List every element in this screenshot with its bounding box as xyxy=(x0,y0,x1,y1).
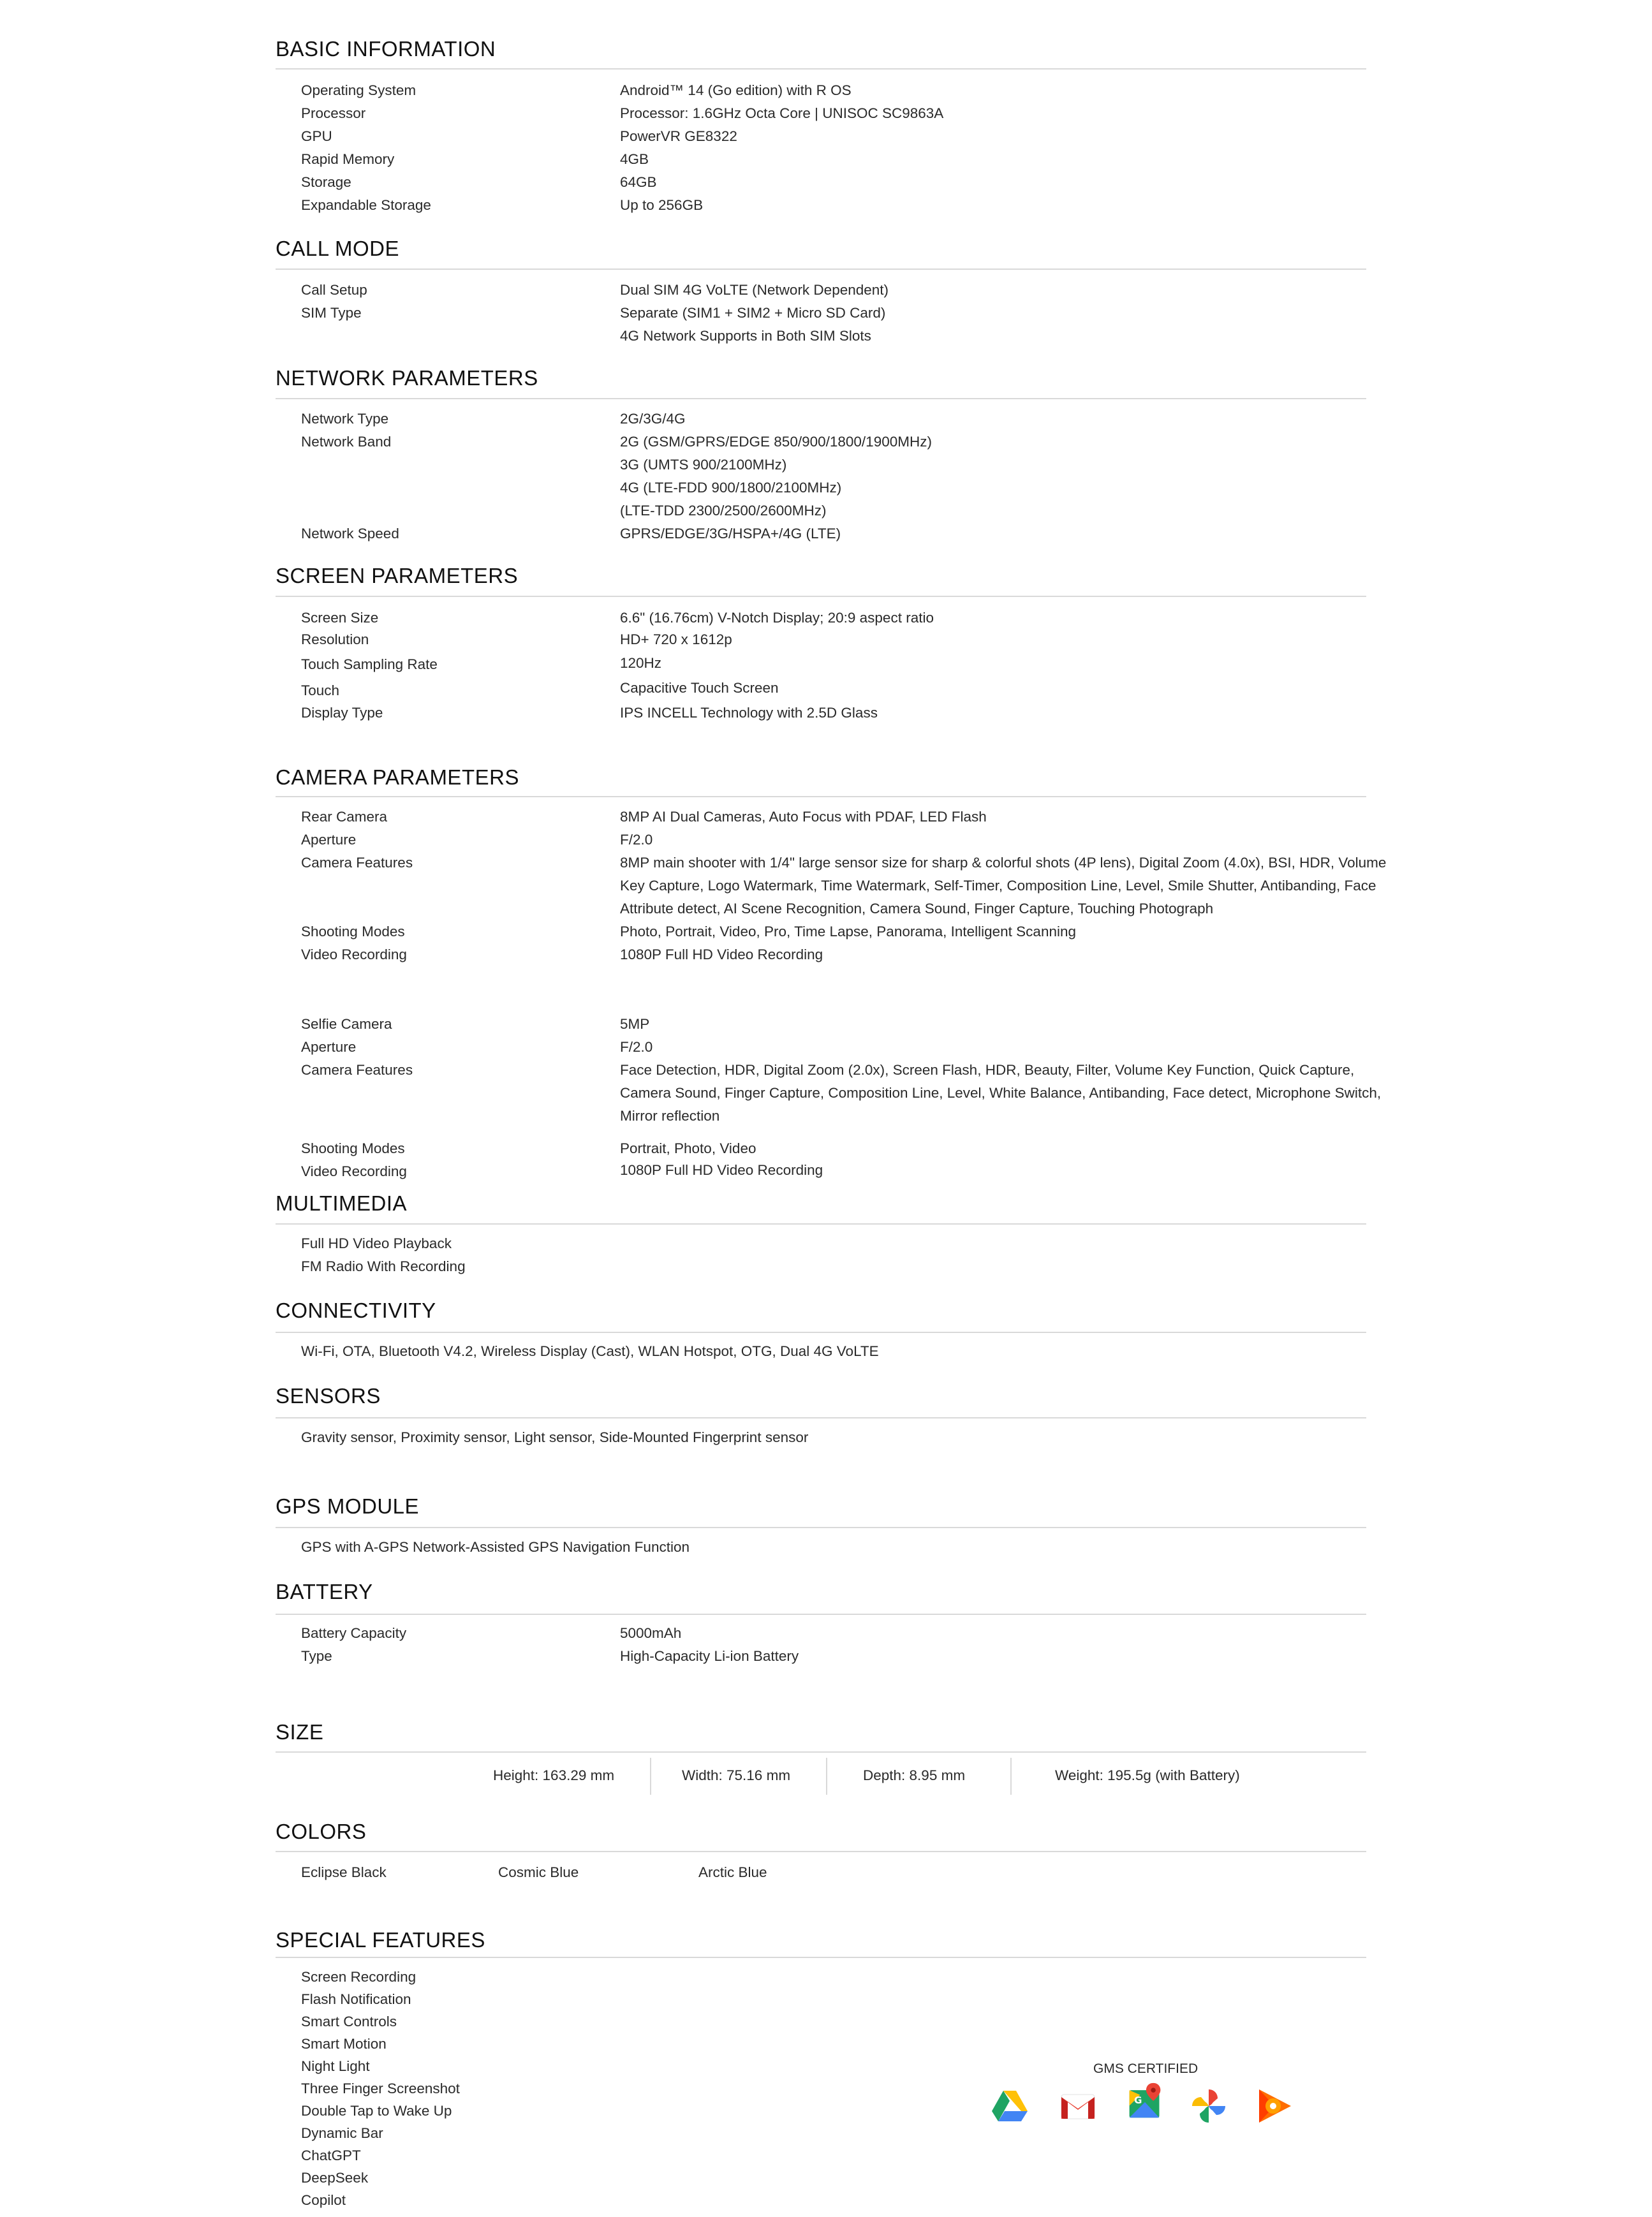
google-play-music-icon xyxy=(1255,2087,1294,2125)
size-height: Height: 163.29 mm xyxy=(493,1767,615,1783)
size-divider xyxy=(826,1758,827,1795)
spec-value: 1080P Full HD Video Recording xyxy=(620,946,823,962)
spec-value: 4GB xyxy=(620,151,649,167)
section-divider xyxy=(276,596,1366,597)
section-divider xyxy=(276,796,1366,797)
spec-label: Rapid Memory xyxy=(301,151,395,167)
color-option-arctic-blue: Arctic Blue xyxy=(698,1864,767,1880)
spec-value: Processor: 1.6GHz Octa Core | UNISOC SC9863A xyxy=(620,105,944,121)
spec-label: Display Type xyxy=(301,705,383,721)
section-divider xyxy=(276,1957,1366,1958)
spec-label: SIM Type xyxy=(301,305,362,321)
spec-label: Storage xyxy=(301,174,351,190)
spec-value: 8MP main shooter with 1/4" large sensor size for sharp & colorful shots (4P lens), Digital Zoom (4.0x), BSI, HDR, Volume Key Capture, Logo Watermark, Time Watermark, Self-Timer, Composition Line, Level, Smile Shutter, Antibanding, Face Attribute detect, AI Scene Recognition, Camera Sound, Finger Capture, Touching Photograph xyxy=(620,855,1387,917)
spec-value: Up to 256GB xyxy=(620,197,704,213)
spec-value: 3G (UMTS 900/2100MHz) xyxy=(620,457,787,473)
spec-value: 64GB xyxy=(620,174,657,190)
list-item: Full HD Video Playback xyxy=(301,1235,452,1251)
spec-value: 5MP xyxy=(620,1016,650,1032)
section-title-battery: BATTERY xyxy=(276,1580,373,1603)
sensors-text: Gravity sensor, Proximity sensor, Light sensor, Side-Mounted Fingerprint sensor xyxy=(301,1429,809,1445)
color-option-eclipse-black: Eclipse Black xyxy=(301,1864,387,1880)
section-title-size: SIZE xyxy=(276,1720,324,1744)
spec-label: Camera Features xyxy=(301,1062,413,1078)
gmail-icon xyxy=(1059,2087,1097,2125)
section-title-gps-module: GPS MODULE xyxy=(276,1494,420,1518)
spec-label: Expandable Storage xyxy=(301,197,431,213)
section-divider xyxy=(276,1851,1366,1852)
section-title-connectivity: CONNECTIVITY xyxy=(276,1299,436,1322)
list-item: DeepSeek xyxy=(301,2170,369,2186)
list-item: Double Tap to Wake Up xyxy=(301,2103,452,2119)
spec-label: Touch xyxy=(301,682,340,698)
spec-value: 2G/3G/4G xyxy=(620,411,686,427)
gms-certified-label: GMS CERTIFIED xyxy=(1093,2061,1198,2076)
section-divider xyxy=(276,269,1366,270)
spec-value: Photo, Portrait, Video, Pro, Time Lapse, Panorama, Intelligent Scanning xyxy=(620,924,1077,939)
spec-label: Call Setup xyxy=(301,282,367,298)
spec-value: High-Capacity Li-ion Battery xyxy=(620,1648,799,1664)
spec-label: Aperture xyxy=(301,832,357,848)
section-divider xyxy=(276,1527,1366,1528)
list-item: Screen Recording xyxy=(301,1969,417,1985)
size-depth: Depth: 8.95 mm xyxy=(863,1767,966,1783)
section-divider xyxy=(276,1332,1366,1333)
spec-value: GPRS/EDGE/3G/HSPA+/4G (LTE) xyxy=(620,526,841,541)
spec-value: PowerVR GE8322 xyxy=(620,128,737,144)
section-divider xyxy=(276,1223,1366,1225)
spec-label: Battery Capacity xyxy=(301,1625,407,1641)
spec-label: Aperture xyxy=(301,1039,357,1055)
section-title-call-mode: CALL MODE xyxy=(276,237,399,260)
list-item: Flash Notification xyxy=(301,1991,411,2007)
spec-value: 4G Network Supports in Both SIM Slots xyxy=(620,328,871,344)
spec-value: (LTE-TDD 2300/2500/2600MHz) xyxy=(620,503,827,519)
spec-value: Android™ 14 (Go edition) with R OS xyxy=(620,82,852,98)
spec-value: 6.6" (16.76cm) V-Notch Display; 20:9 aspect ratio xyxy=(620,610,934,626)
spec-label: Touch Sampling Rate xyxy=(301,656,438,672)
section-title-special-features: SPECIAL FEATURES xyxy=(276,1928,485,1952)
section-divider xyxy=(276,1751,1366,1753)
section-divider xyxy=(276,68,1366,70)
section-title-basic-information: BASIC INFORMATION xyxy=(276,37,496,61)
spec-label: Video Recording xyxy=(301,1163,407,1179)
list-item: Smart Motion xyxy=(301,2036,387,2052)
spec-label: Network Speed xyxy=(301,526,399,541)
list-item: Night Light xyxy=(301,2058,370,2074)
section-title-camera-parameters: CAMERA PARAMETERS xyxy=(276,765,519,789)
spec-label: Selfie Camera xyxy=(301,1016,392,1032)
section-title-multimedia: MULTIMEDIA xyxy=(276,1191,408,1215)
spec-label: Shooting Modes xyxy=(301,1140,405,1156)
size-width: Width: 75.16 mm xyxy=(682,1767,791,1783)
section-divider xyxy=(276,1417,1366,1418)
google-drive-icon xyxy=(991,2087,1029,2125)
spec-value: Separate (SIM1 + SIM2 + Micro SD Card) xyxy=(620,305,886,321)
list-item: Three Finger Screenshot xyxy=(301,2081,460,2096)
spec-label: Operating System xyxy=(301,82,417,98)
section-title-colors: COLORS xyxy=(276,1820,367,1843)
spec-label: Network Type xyxy=(301,411,389,427)
list-item: Copilot xyxy=(301,2192,346,2208)
spec-label: Resolution xyxy=(301,631,369,647)
spec-value: HD+ 720 x 1612p xyxy=(620,631,732,647)
spec-value: F/2.0 xyxy=(620,1039,653,1055)
spec-value: Face Detection, HDR, Digital Zoom (2.0x), Screen Flash, HDR, Beauty, Filter, Volume Key Function, Quick Capture, Camera Sound, Finger Capture, Composition Line, Level, White Balance, Antibanding, Face detect, Microphone Switch, Mirror reflection xyxy=(620,1062,1382,1124)
google-maps-icon xyxy=(1126,2082,1164,2120)
section-title-sensors: SENSORS xyxy=(276,1384,381,1408)
list-item: Dynamic Bar xyxy=(301,2125,383,2141)
spec-label: Processor xyxy=(301,105,366,121)
size-divider xyxy=(650,1758,651,1795)
spec-value: Capacitive Touch Screen xyxy=(620,680,779,696)
spec-label: Screen Size xyxy=(301,610,379,626)
spec-value: 4G (LTE-FDD 900/1800/2100MHz) xyxy=(620,480,842,496)
spec-value: 2G (GSM/GPRS/EDGE 850/900/1800/1900MHz) xyxy=(620,434,932,450)
section-title-network-parameters: NETWORK PARAMETERS xyxy=(276,366,538,390)
svg-text:G: G xyxy=(1134,2094,1142,2106)
spec-value: IPS INCELL Technology with 2.5D Glass xyxy=(620,705,878,721)
spec-label: GPU xyxy=(301,128,332,144)
google-photos-icon xyxy=(1190,2087,1228,2125)
spec-label: Rear Camera xyxy=(301,809,388,825)
section-divider xyxy=(276,398,1366,399)
spec-value: 120Hz xyxy=(620,655,662,671)
spec-label: Camera Features xyxy=(301,855,413,871)
size-weight: Weight: 195.5g (with Battery) xyxy=(1055,1767,1240,1783)
spec-label: Type xyxy=(301,1648,332,1664)
connectivity-text: Wi-Fi, OTA, Bluetooth V4.2, Wireless Display (Cast), WLAN Hotspot, OTG, Dual 4G VoLTE xyxy=(301,1343,879,1359)
color-option-cosmic-blue: Cosmic Blue xyxy=(498,1864,579,1880)
list-item: Smart Controls xyxy=(301,2014,397,2029)
size-divider xyxy=(1010,1758,1012,1795)
spec-label: Network Band xyxy=(301,434,392,450)
gps-text: GPS with A-GPS Network-Assisted GPS Navigation Function xyxy=(301,1539,690,1555)
spec-label: Video Recording xyxy=(301,946,407,962)
spec-value: F/2.0 xyxy=(620,832,653,848)
spec-value: Dual SIM 4G VoLTE (Network Dependent) xyxy=(620,282,889,298)
spec-value: 1080P Full HD Video Recording xyxy=(620,1162,823,1178)
spec-value: Portrait, Photo, Video xyxy=(620,1140,756,1156)
section-title-screen-parameters: SCREEN PARAMETERS xyxy=(276,564,519,587)
list-item: FM Radio With Recording xyxy=(301,1258,466,1274)
list-item: ChatGPT xyxy=(301,2147,361,2163)
spec-value: 8MP AI Dual Cameras, Auto Focus with PDAF, LED Flash xyxy=(620,809,987,825)
spec-label: Shooting Modes xyxy=(301,924,405,939)
spec-value: 5000mAh xyxy=(620,1625,682,1641)
section-divider xyxy=(276,1614,1366,1615)
